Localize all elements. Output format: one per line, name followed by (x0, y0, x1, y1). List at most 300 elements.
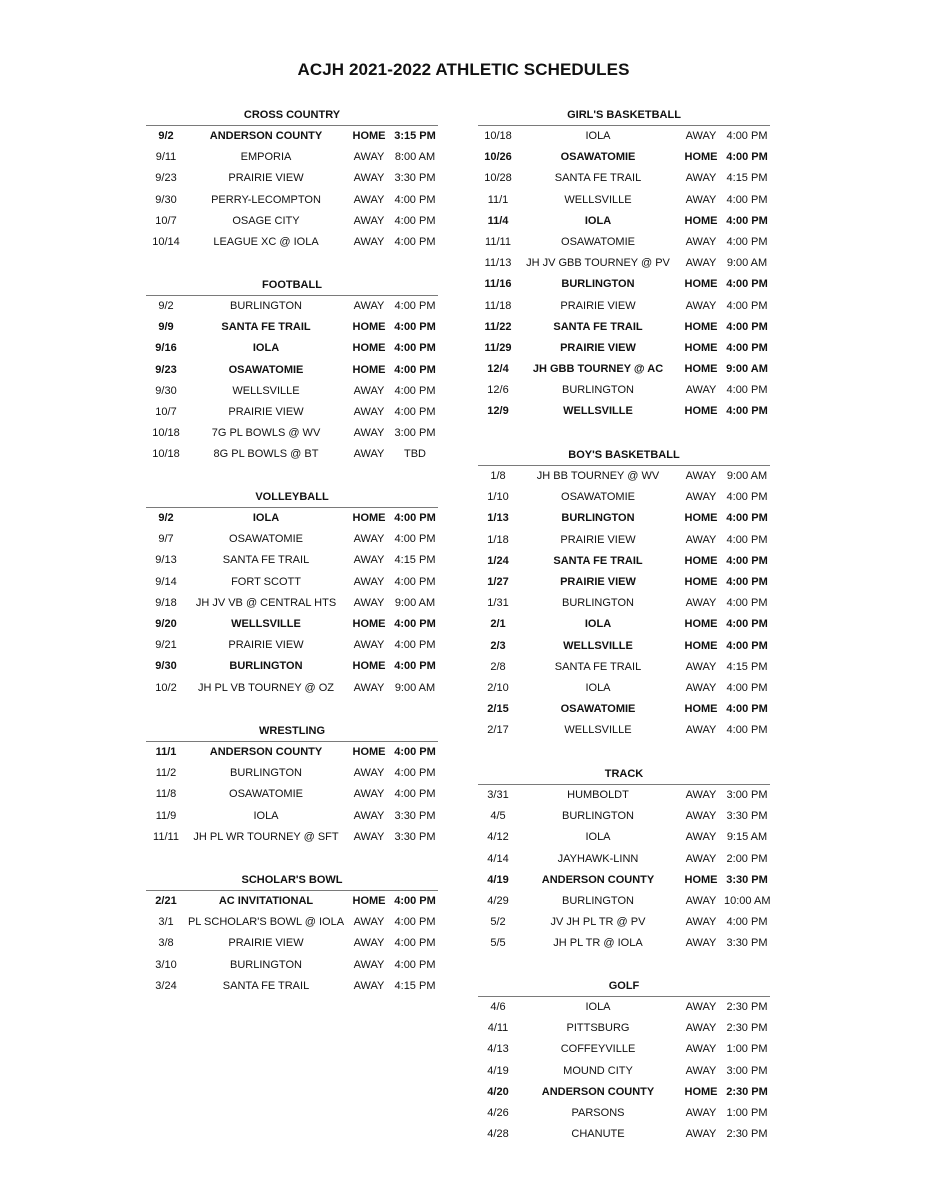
event-date: 2/21 (155, 895, 177, 907)
event-location: AWAY (353, 958, 385, 971)
event-opponent: WELLSVILLE (232, 384, 300, 397)
event-date: 1/31 (487, 597, 509, 610)
schedule-row (478, 997, 770, 1018)
schedule-row (146, 933, 438, 954)
event-time: 9:15 AM (726, 831, 768, 844)
event-location: HOME (352, 321, 386, 334)
event-time: 4:00 PM (394, 533, 436, 546)
event-location: AWAY (353, 235, 385, 248)
event-date: 3/1 (158, 916, 174, 929)
event-time: 2:30 PM (726, 1128, 768, 1141)
event-opponent: FORT SCOTT (231, 575, 301, 588)
event-date: 5/2 (490, 916, 506, 929)
event-time: 4:00 PM (394, 342, 436, 355)
event-date: 9/2 (158, 130, 174, 142)
page-title: ACJH 2021-2022 ATHLETIC SCHEDULES (297, 60, 630, 79)
section-heading: GOLF (478, 976, 770, 997)
event-date: 1/24 (487, 554, 509, 567)
event-opponent: BURLINGTON (230, 958, 302, 971)
event-location: AWAY (353, 427, 385, 440)
event-opponent: IOLA (252, 512, 280, 524)
wrestling-schedule (146, 721, 438, 848)
event-time: 4:00 PM (726, 384, 768, 397)
event-time: 3:30 PM (726, 937, 768, 950)
event-time: 4:00 PM (726, 130, 768, 142)
event-time: 4:00 PM (726, 724, 768, 737)
schedule-row (478, 274, 770, 295)
event-location: AWAY (685, 681, 717, 694)
section-heading: TRACK (478, 764, 770, 785)
event-opponent: 8G PL BOWLS @ BT (213, 448, 319, 461)
event-location: HOME (352, 130, 386, 142)
event-location: AWAY (353, 681, 385, 694)
event-time: 2:00 PM (726, 852, 768, 865)
schedule-row (146, 614, 438, 635)
schedule-row (478, 1061, 770, 1082)
schedule-row (146, 955, 438, 976)
schedule-row (146, 168, 438, 189)
event-opponent: IOLA (585, 681, 611, 694)
event-opponent: BURLINGTON (229, 660, 303, 673)
event-location: AWAY (685, 1106, 717, 1119)
schedule-row (146, 742, 438, 763)
event-time: 2:30 PM (726, 1085, 768, 1098)
event-location: HOME (684, 363, 718, 376)
event-time: 3:30 PM (394, 830, 436, 843)
event-opponent: PARSONS (571, 1106, 625, 1119)
event-date: 11/8 (155, 788, 177, 801)
schedule-row (146, 360, 438, 381)
schedule-row (146, 678, 438, 699)
schedule-row (478, 359, 770, 380)
schedule-row (146, 593, 438, 614)
schedule-row (478, 508, 770, 529)
event-date: 9/30 (155, 193, 177, 206)
event-date: 10/18 (484, 130, 512, 142)
event-opponent: BURLINGTON (562, 810, 634, 823)
event-date: 3/8 (158, 937, 174, 950)
event-location: AWAY (353, 788, 385, 801)
schedule-row (146, 827, 438, 848)
event-time: 4:00 PM (394, 405, 436, 418)
girls-basketball-schedule (478, 105, 770, 423)
event-date: 4/28 (487, 1128, 509, 1141)
event-date: 11/11 (153, 830, 179, 843)
section-heading: GIRL'S BASKETBALL (478, 105, 770, 126)
event-time: 4:00 PM (726, 554, 768, 567)
schedule-row (478, 636, 770, 657)
event-time: 4:00 PM (726, 299, 768, 312)
section-heading: CROSS COUNTRY (146, 105, 438, 126)
event-opponent: OSAWATOMIE (561, 491, 635, 504)
event-time: 3:15 PM (394, 130, 436, 142)
section-heading: WRESTLING (146, 721, 438, 742)
event-time: 4:00 PM (394, 235, 436, 248)
schedule-row (146, 296, 438, 317)
event-time: 4:00 PM (394, 214, 436, 227)
schedule-row (146, 976, 438, 997)
event-opponent: OSAWATOMIE (229, 533, 303, 546)
event-time: 9:00 AM (726, 470, 768, 482)
event-location: HOME (684, 151, 718, 164)
volleyball-schedule (146, 487, 438, 699)
event-location: AWAY (353, 937, 385, 950)
schedule-row (478, 211, 770, 232)
event-location: AWAY (353, 809, 385, 822)
event-time: 4:00 PM (726, 320, 768, 333)
event-location: AWAY (685, 789, 717, 801)
event-time: 2:30 PM (726, 1022, 768, 1035)
event-time: 4:00 PM (394, 300, 436, 312)
schedule-row (146, 763, 438, 784)
event-location: HOME (684, 1085, 718, 1098)
schedule-row (478, 401, 770, 422)
event-date: 4/14 (487, 852, 509, 865)
event-opponent: JH PL VB TOURNEY @ OZ (197, 681, 335, 694)
event-opponent: PRAIRIE VIEW (228, 639, 304, 652)
event-opponent: SANTA FE TRAIL (554, 660, 642, 673)
event-time: 4:15 PM (394, 554, 436, 567)
event-date: 4/19 (487, 1064, 509, 1077)
event-location: AWAY (685, 1128, 717, 1141)
event-date: 9/16 (155, 342, 177, 355)
event-location: HOME (684, 278, 718, 291)
event-date: 4/12 (487, 831, 509, 844)
event-opponent: SANTA FE TRAIL (221, 321, 311, 334)
schedule-row (478, 1103, 770, 1124)
event-opponent: BURLINGTON (562, 597, 634, 610)
event-opponent: PITTSBURG (566, 1022, 630, 1035)
schedule-row (478, 487, 770, 508)
event-date: 4/6 (490, 1001, 506, 1013)
event-date: 12/4 (487, 363, 509, 376)
schedule-row (478, 551, 770, 572)
event-location: AWAY (685, 894, 717, 907)
event-date: 1/8 (490, 470, 506, 482)
event-location: AWAY (685, 491, 717, 504)
event-location: HOME (684, 618, 718, 631)
event-date: 1/27 (487, 575, 509, 588)
event-time: 4:00 PM (726, 193, 768, 206)
event-location: AWAY (685, 193, 717, 206)
schedule-row (146, 190, 438, 211)
event-time: 3:30 PM (726, 873, 768, 886)
event-date: 11/1 (487, 193, 509, 206)
event-opponent: JH JV GBB TOURNEY @ PV (526, 257, 670, 270)
event-date: 4/20 (487, 1085, 509, 1098)
event-date: 4/11 (487, 1022, 509, 1035)
event-opponent: ANDERSON COUNTY (209, 746, 323, 758)
event-date: 11/18 (484, 299, 512, 312)
event-date: 9/23 (155, 363, 177, 376)
event-date: 11/1 (155, 746, 177, 758)
event-time: 4:00 PM (726, 512, 768, 525)
boys-basketball-schedule (478, 445, 770, 741)
event-location: HOME (684, 639, 718, 652)
event-date: 9/9 (158, 321, 174, 334)
event-time: 4:00 PM (394, 937, 436, 950)
event-time: 3:00 PM (726, 789, 768, 801)
event-location: HOME (352, 895, 386, 907)
event-opponent: IOLA (252, 342, 280, 355)
event-opponent: JH GBB TOURNEY @ AC (532, 363, 664, 376)
schedule-row (478, 891, 770, 912)
event-opponent: 7G PL BOWLS @ WV (211, 427, 321, 440)
event-location: AWAY (685, 172, 717, 185)
event-location: AWAY (353, 596, 385, 609)
schedule-row (146, 317, 438, 338)
event-opponent: ANDERSON COUNTY (209, 130, 323, 142)
event-location: AWAY (353, 639, 385, 652)
event-opponent: JH PL TR @ IOLA (553, 937, 643, 950)
event-time: 4:00 PM (726, 151, 768, 164)
event-time: 4:00 PM (394, 512, 436, 524)
event-opponent: AC INVITATIONAL (218, 895, 314, 907)
event-date: 9/7 (158, 533, 174, 546)
event-location: AWAY (353, 151, 385, 164)
event-time: 3:30 PM (394, 809, 436, 822)
event-time: 4:00 PM (394, 321, 436, 334)
event-opponent: COFFEYVILLE (560, 1043, 636, 1056)
schedule-row (146, 891, 438, 912)
event-date: 10/26 (484, 151, 512, 164)
event-opponent: IOLA (584, 618, 612, 631)
event-time: 9:00 AM (726, 257, 768, 270)
schedule-row (146, 508, 438, 529)
event-opponent: IOLA (585, 831, 611, 844)
schedule-row (146, 550, 438, 571)
event-date: 11/11 (485, 235, 511, 248)
schedule-row (478, 338, 770, 359)
event-time: 10:00 AM (724, 894, 771, 907)
event-location: AWAY (685, 1043, 717, 1056)
event-time: 4:00 PM (726, 597, 768, 610)
event-time: 8:00 AM (394, 151, 436, 164)
schedule-row (478, 657, 770, 678)
event-location: AWAY (353, 384, 385, 397)
schedule-row (478, 190, 770, 211)
schedule-row (146, 338, 438, 359)
event-time: 4:00 PM (726, 405, 768, 418)
cross-country-schedule (146, 105, 438, 253)
event-date: 2/15 (487, 703, 509, 716)
event-location: HOME (684, 341, 718, 354)
event-opponent: PRAIRIE VIEW (560, 575, 636, 588)
schedule-row (146, 444, 438, 465)
event-date: 3/10 (155, 958, 177, 971)
event-location: HOME (684, 214, 718, 227)
event-opponent: PRAIRIE VIEW (560, 533, 636, 546)
event-opponent: WELLSVILLE (231, 617, 301, 630)
event-opponent: SANTA FE TRAIL (222, 554, 310, 567)
event-location: AWAY (685, 937, 717, 950)
event-date: 9/21 (155, 639, 177, 652)
event-time: 4:00 PM (394, 895, 436, 907)
schedule-row (478, 317, 770, 338)
event-date: 4/26 (487, 1106, 509, 1119)
event-opponent: OSAWATOMIE (229, 788, 303, 801)
schedule-row (478, 168, 770, 189)
section-heading: FOOTBALL (146, 275, 438, 296)
event-location: AWAY (685, 1001, 717, 1013)
schedule-row (146, 572, 438, 593)
event-date: 11/22 (484, 320, 512, 333)
event-opponent: LEAGUE XC @ IOLA (213, 235, 319, 248)
event-location: AWAY (353, 300, 385, 312)
event-location: AWAY (685, 660, 717, 673)
event-date: 3/24 (155, 979, 177, 992)
event-time: 4:00 PM (726, 703, 768, 716)
event-date: 10/2 (155, 681, 177, 694)
event-date: 2/1 (490, 618, 506, 631)
schedule-row (146, 402, 438, 423)
schedule-row (478, 699, 770, 720)
event-time: 4:00 PM (394, 660, 436, 673)
event-date: 12/6 (487, 384, 509, 397)
schedule-row (478, 1082, 770, 1103)
schedule-row (478, 849, 770, 870)
event-opponent: JAYHAWK-LINN (557, 852, 639, 865)
event-time: 4:15 PM (394, 979, 436, 992)
event-opponent: ANDERSON COUNTY (541, 1085, 655, 1098)
event-location: HOME (684, 512, 718, 525)
event-opponent: PERRY-LECOMPTON (211, 193, 321, 206)
event-date: 9/23 (155, 172, 177, 185)
event-date: 9/18 (155, 596, 177, 609)
event-date: 2/10 (487, 681, 509, 694)
event-location: HOME (684, 405, 718, 418)
event-opponent: IOLA (585, 130, 611, 142)
event-location: AWAY (685, 470, 717, 482)
event-location: HOME (352, 363, 386, 376)
event-location: AWAY (353, 193, 385, 206)
schedule-row (478, 126, 770, 147)
event-date: 9/30 (155, 384, 177, 397)
event-time: 4:00 PM (394, 363, 436, 376)
event-location: AWAY (353, 554, 385, 567)
event-location: HOME (352, 512, 386, 524)
event-location: HOME (352, 342, 386, 355)
event-date: 10/18 (152, 427, 180, 440)
event-time: 4:15 PM (726, 172, 768, 185)
event-date: 4/13 (487, 1043, 509, 1056)
event-time: 3:00 PM (394, 427, 436, 440)
schedule-row (478, 806, 770, 827)
event-date: 10/14 (152, 235, 180, 248)
event-date: 2/17 (487, 724, 509, 737)
event-date: 11/4 (487, 214, 509, 227)
event-time: 4:00 PM (726, 533, 768, 546)
schedule-row (146, 529, 438, 550)
event-date: 9/13 (155, 554, 177, 567)
event-date: 10/7 (155, 214, 177, 227)
event-time: 3:30 PM (394, 172, 436, 185)
event-location: HOME (352, 660, 386, 673)
event-date: 9/20 (155, 617, 177, 630)
event-opponent: WELLSVILLE (564, 724, 632, 737)
event-opponent: JH BB TOURNEY @ WV (536, 470, 660, 482)
event-opponent: WELLSVILLE (563, 405, 633, 418)
schedule-row (478, 296, 770, 317)
event-date: 4/29 (487, 894, 509, 907)
event-opponent: PRAIRIE VIEW (228, 937, 304, 950)
schedule-row (146, 656, 438, 677)
schedule-row (146, 423, 438, 444)
schedule-row (146, 126, 438, 147)
event-location: AWAY (353, 214, 385, 227)
scholars-bowl-schedule (146, 870, 438, 997)
schedule-row (146, 147, 438, 168)
event-opponent: PRAIRIE VIEW (560, 341, 636, 354)
schedule-row (146, 635, 438, 656)
section-heading: VOLLEYBALL (146, 487, 438, 508)
event-location: HOME (684, 575, 718, 588)
event-date: 9/2 (158, 512, 174, 524)
event-date: 2/3 (490, 639, 506, 652)
event-time: TBD (404, 448, 426, 461)
schedule-row (478, 466, 770, 487)
event-location: HOME (684, 320, 718, 333)
event-time: 1:00 PM (726, 1106, 768, 1119)
golf-schedule (478, 976, 770, 1145)
event-location: AWAY (685, 597, 717, 610)
event-opponent: BURLINGTON (230, 767, 302, 780)
section-heading: BOY'S BASKETBALL (478, 445, 770, 466)
event-time: 4:00 PM (726, 916, 768, 929)
schedule-row (146, 381, 438, 402)
schedule-row (146, 784, 438, 805)
event-location: AWAY (685, 916, 717, 929)
event-location: AWAY (685, 831, 717, 844)
event-time: 9:00 AM (394, 596, 436, 609)
event-date: 4/19 (487, 873, 509, 886)
schedule-row (146, 211, 438, 232)
event-location: HOME (352, 617, 386, 630)
event-date: 11/16 (484, 278, 512, 291)
schedule-row (478, 870, 770, 891)
event-location: AWAY (685, 810, 717, 823)
schedule-row (478, 1124, 770, 1145)
event-location: AWAY (685, 852, 717, 865)
schedule-row (478, 253, 770, 274)
event-time: 4:00 PM (394, 746, 436, 758)
event-date: 1/10 (487, 491, 509, 504)
event-date: 4/5 (490, 810, 506, 823)
event-opponent: JH JV VB @ CENTRAL HTS (195, 596, 337, 609)
schedule-row (478, 785, 770, 806)
event-time: 4:00 PM (726, 491, 768, 504)
schedule-row (478, 614, 770, 635)
schedule-row (478, 1018, 770, 1039)
section-heading: SCHOLAR'S BOWL (146, 870, 438, 891)
event-opponent: WELLSVILLE (564, 193, 632, 206)
schedule-row (146, 806, 438, 827)
event-opponent: OSAGE CITY (232, 214, 300, 227)
schedule-row (478, 232, 770, 253)
event-opponent: ANDERSON COUNTY (541, 873, 655, 886)
schedule-row (478, 572, 770, 593)
event-time: 4:00 PM (726, 618, 768, 631)
event-time: 4:00 PM (394, 193, 436, 206)
event-date: 11/29 (484, 341, 512, 354)
event-time: 4:00 PM (394, 916, 436, 929)
event-time: 4:00 PM (394, 575, 436, 588)
event-location: AWAY (353, 172, 385, 185)
event-location: HOME (684, 554, 718, 567)
event-date: 1/13 (487, 512, 509, 525)
schedule-row (146, 912, 438, 933)
event-date: 3/31 (487, 789, 509, 801)
